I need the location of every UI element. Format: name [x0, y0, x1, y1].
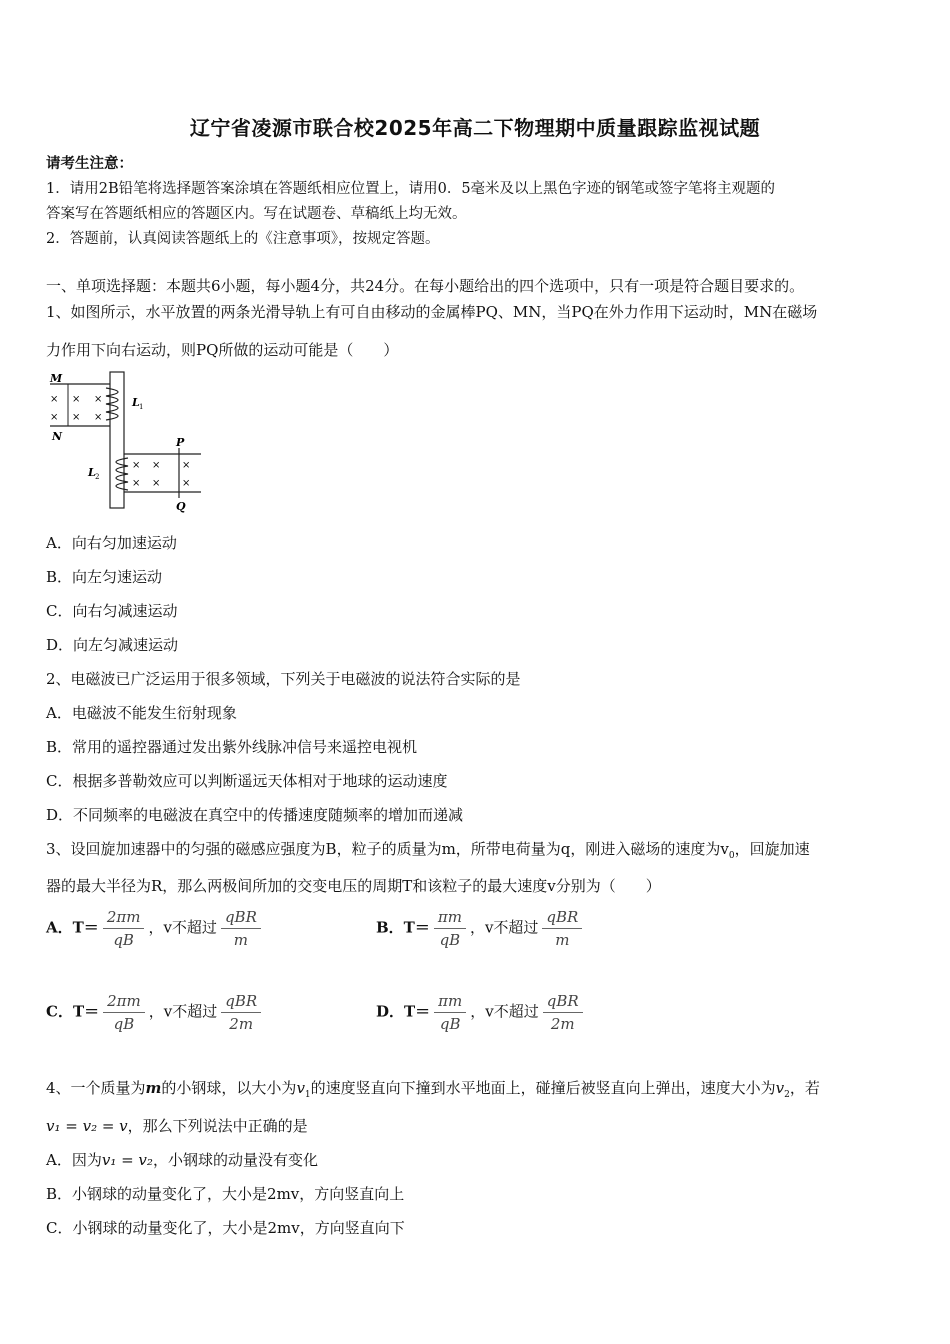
q4-option-c: C．小钢球的动量变化了，大小是2mv，方向竖直向下 [46, 1219, 405, 1237]
field-mark: × [50, 394, 59, 405]
q3-option-b: B．T＝ $\frac{\pi m}{qB}$ ，v不超过 $\frac{\text{qBR}}{m}$ [376, 908, 586, 949]
notice-2: 2．答题前，认真阅读答题纸上的《注意事项》，按规定答题。 [46, 231, 440, 247]
q2-option-a: A．电磁波不能发生衍射现象 [46, 704, 237, 722]
field-mark: × [72, 394, 81, 405]
q1-option-d: D．向左匀减速运动 [46, 636, 179, 654]
field-mark: × [182, 460, 191, 471]
field-mark: × [50, 412, 59, 423]
field-mark: × [94, 412, 103, 423]
q3-option-a: A．T＝ $\frac{2\pi m}{qB}$ ，v不超过 $\frac{\text{qBR}}{m}$ [46, 908, 265, 949]
label-l2-sub: 2 [95, 473, 100, 481]
field-mark: × [152, 460, 161, 471]
q4-option-b: B．小钢球的动量变化了，大小是2mv，方向竖直向上 [46, 1185, 405, 1203]
q1-stem-a: 1、如图所示，水平放置的两条光滑导轨上有可自由移动的金属棒PQ、MN，当PQ在外力作用下运动时，MN在磁场 [46, 303, 818, 321]
section-heading: 一、单项选择题：本题共6小题，每小题4分，共24分。在每小题给出的四个选项中，只有一项是符合题目要求的。 [46, 277, 805, 295]
q1-stem-b: 力作用下向右运动，则PQ所做的运动可能是（ ） [46, 341, 399, 359]
label-p: P [176, 436, 185, 449]
label-n: N [52, 430, 63, 443]
q1-circuit-figure [46, 368, 206, 513]
field-mark: × [132, 460, 141, 471]
label-l2: L [88, 466, 96, 479]
q1-option-a: A．向右匀加速运动 [46, 534, 177, 552]
q2-stem: 2、电磁波已广泛运用于很多领域，下列关于电磁波的说法符合实际的是 [46, 670, 521, 688]
label-m: M [50, 372, 63, 385]
q1-option-b: B．向左匀速运动 [46, 568, 163, 586]
field-mark: × [182, 478, 191, 489]
q3-stem-b: 器的最大半径为R，那么两极间所加的交变电压的周期T和该粒子的最大速度v分别为（ ） [46, 877, 661, 895]
q4-stem-a: 4、一个质量为m的小钢球，以大小为$v_1$的速度竖直向下撞到水平地面上，碰撞后被竖直向上弹出，速度大小为$v_2$，若 [46, 1079, 820, 1100]
label-l1-sub: 1 [139, 403, 144, 411]
q2-option-b: B．常用的遥控器通过发出紫外线脉冲信号来遥控电视机 [46, 738, 418, 756]
q3-option-c: C．T＝ $\frac{2\pi m}{qB}$ ，v不超过 $\frac{\text{qBR}}{2m}$ [46, 992, 265, 1033]
field-mark: × [152, 478, 161, 489]
document-title: 辽宁省凌源市联合校2025年高二下物理期中质量跟踪监视试题 [189, 116, 761, 140]
q4-stem-b: v₁ = v₂ = v，那么下列说法中正确的是 [46, 1117, 308, 1135]
q1-option-c: C．向右匀减速运动 [46, 602, 178, 620]
notice-1a: 1．请用2B铅笔将选择题答案涂填在答题纸相应位置上，请用0．5毫米及以上黑色字迹的钢笔或签字笔将主观题的 [46, 181, 776, 197]
q4-option-a: A．因为v₁ = v₂，小钢球的动量没有变化 [46, 1151, 318, 1169]
q3-option-d: D．T＝ $\frac{\pi m}{qB}$ ，v不超过 $\frac{\text{qBR}}{2m}$ [376, 992, 587, 1033]
q3-stem-a: 3、设回旋加速器中的匀强的磁感应强度为B，粒子的质量为m，所带电荷量为q，刚进入磁场的速度为$v_0$，回旋加速 [46, 840, 810, 861]
label-l1: L [132, 396, 140, 409]
notice-1b: 答案写在答题纸相应的答题区内。写在试题卷、草稿纸上均无效。 [46, 206, 467, 222]
notice-header: 请考生注意： [46, 155, 133, 172]
q2-option-c: C．根据多普勒效应可以判断遥远天体相对于地球的运动速度 [46, 772, 448, 790]
field-mark: × [72, 412, 81, 423]
label-q: Q [176, 500, 186, 513]
q3-v0-subscript: 0 [728, 851, 735, 861]
field-mark: × [94, 394, 103, 405]
field-mark: × [132, 478, 141, 489]
q2-option-d: D．不同频率的电磁波在真空中的传播速度随频率的增加而递减 [46, 806, 464, 824]
